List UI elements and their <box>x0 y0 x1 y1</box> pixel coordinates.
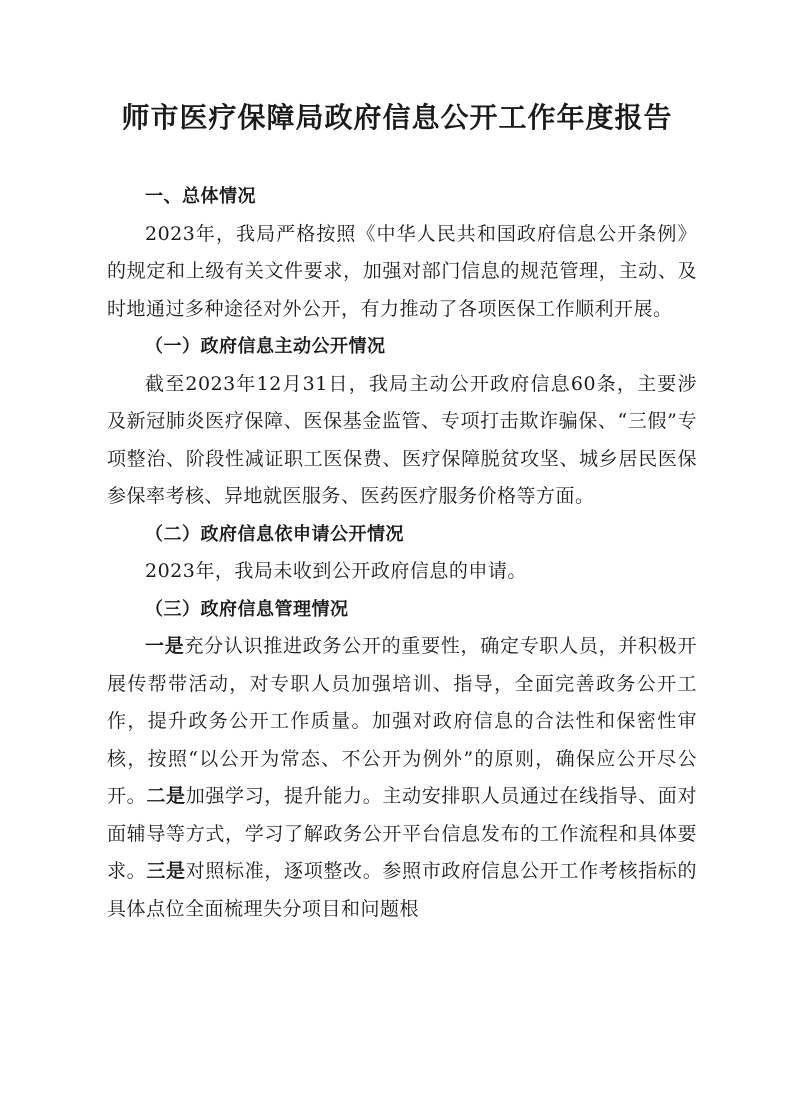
paragraph-active-disclosure: 截至2023年12月31日，我局主动公开政府信息60条，主要涉及新冠肺炎医疗保障、医保基金监管、专项打击欺诈骗保、“三假”专项整治、阶段性减证职工医保费、医疗保障脱贫攻坚、城乡居民医保参保率考核、异地就医服务、医药医疗服务价格等方面。 <box>107 372 697 507</box>
paragraph-overview: 2023年，我局严格按照《中华人民共和国政府信息公开条例》的规定和上级有关文件要求，加强对部门信息的规范管理，主动、及时地通过多种途径对外公开，有力推动了各项医保工作顺利开展。 <box>107 222 697 320</box>
management-text-first: 充分认识推进政务公开的重要性，确定专职人员，并积极开展传帮带活动，对专职人员加强培训、指导，全面完善政务公开工作，提升政务公开工作质量。加强对政府信息的合法性和保密性审核，按照“以公开为常态、不公开为例外”的原则，确保应公开尽公开。 <box>107 635 697 807</box>
section-heading-overview: 一、总体情况 <box>145 186 256 207</box>
management-text-second: 加强学习，提升能力。主动安排职人员通过在线指导、面对面辅导等方式，学习了解政务公开平台信息发布的工作流程和具体要求。 <box>107 785 697 882</box>
lead-second: 二是 <box>146 785 186 807</box>
lead-first: 一是 <box>145 635 185 657</box>
paragraph-management <box>107 628 697 928</box>
lead-third: 三是 <box>146 860 186 882</box>
management-text-third: 对照标准，逐项整改。参照市政府信息公开工作考核指标的具体点位全面梳理失分项目和问题根 <box>107 860 697 920</box>
document-body <box>107 178 697 928</box>
paragraph-request-disclosure: 2023年，我局未收到公开政府信息的申请。 <box>145 560 527 582</box>
section-heading-management: （三）政府信息管理情况 <box>145 598 349 620</box>
section-heading-active-disclosure: （一）政府信息主动公开情况 <box>145 336 386 357</box>
section-heading-request-disclosure: （二）政府信息依申请公开情况 <box>145 523 404 545</box>
document-title: 师市医疗保障局政府信息公开工作年度报告 <box>121 101 673 134</box>
